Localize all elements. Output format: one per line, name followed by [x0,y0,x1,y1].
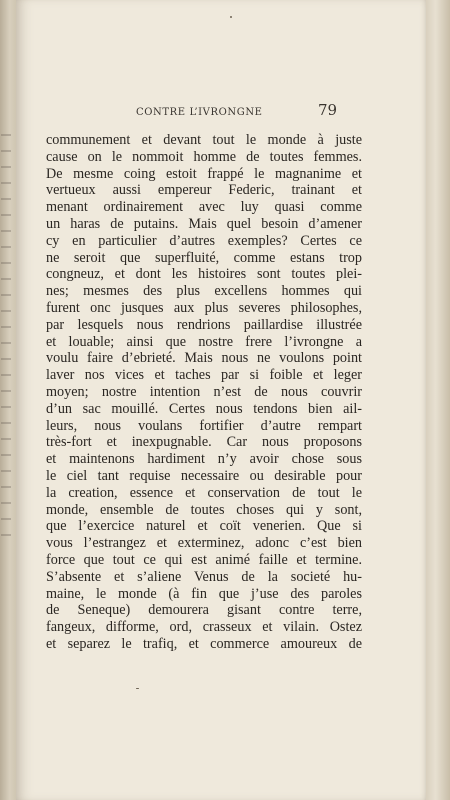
text-line: ne seroit que superfluité, comme estans trop [46,249,362,266]
text-line: De mesme coing estoit frappé le magnanime et [46,165,362,182]
text-line: très-fort et inexpugnable. Car nous proposons [46,434,362,451]
text-line: par lesquels nous rendrions paillardise illustrée [46,316,362,333]
text-line: et maintenons hardiment n’y avoir chose sous [46,451,362,468]
text-line: que l’exercice naturel et coït venerien. Que si [46,518,362,535]
text-line: leurs, nous voulans fortifier d’autre rempart [46,417,362,434]
text-line: le ciel tant requise necessaire ou desirable pour [46,467,362,484]
text-line: et separez le trafiq, et commerce amoureux de [46,635,362,652]
facing-page-edge [0,0,16,800]
text-line: laver nos vices et taches par si foible et leger [46,367,362,384]
text-line: congneuz, et dont les histoires sont toutes plei- [46,266,362,283]
text-line: moyen; nostre intention n’est de nous couvrir [46,383,362,400]
paper-speck [230,16,232,18]
text-line: d’un sac mouillé. Certes nous tendons bien ail- [46,400,362,417]
facing-page-bleedthrough [1,120,11,540]
text-line: fangeux, difforme, ord, crasseux et vilain. Ostez [46,619,362,636]
page-number: 79 [318,101,338,119]
paper-speck [136,688,139,689]
text-line: S’absente et s’aliene Venus de la societé hu- [46,568,362,585]
text-line: un haras de putains. Mais quel besoin d’amener [46,215,362,232]
text-line: nes; mesmes des plus excellens hommes qui [46,283,362,300]
body-text [46,132,362,653]
text-line: furent onc jusques aux plus severes philosophes, [46,299,362,316]
text-line: voulu faire d’ebrieté. Mais nous ne voulons point [46,350,362,367]
text-line: monde, ensemble de toutes choses qui y sont, [46,501,362,518]
running-title: CONTRE L’IVRONGNE [136,107,263,118]
text-line: cy en particulier d’autres exemples? Certes ce [46,232,362,249]
text-line: menant ordinairement avec luy quasi comme [46,199,362,216]
page-edge-right [426,0,450,800]
text-line: maine, le monde (à fin que j’use des paroles [46,585,362,602]
text-line: force que tout ce qui est animé faille et termine. [46,551,362,568]
page-header [16,101,426,127]
text-line: la creation, essence et conservation de tout le [46,484,362,501]
text-line: cause on le nommoit homme de toutes femmes. [46,148,362,165]
book-page [16,0,426,800]
text-line: de Seneque) demourera gisant contre terre, [46,602,362,619]
text-line: vous l’estrangez et exterminez, adonc c’est bien [46,535,362,552]
text-line: et louable; ainsi que nostre frere l’ivrongne a [46,333,362,350]
text-line: vertueux aussi empereur Federic, trainant et [46,182,362,199]
text-line: communement et devant tout le monde à juste [46,132,362,148]
